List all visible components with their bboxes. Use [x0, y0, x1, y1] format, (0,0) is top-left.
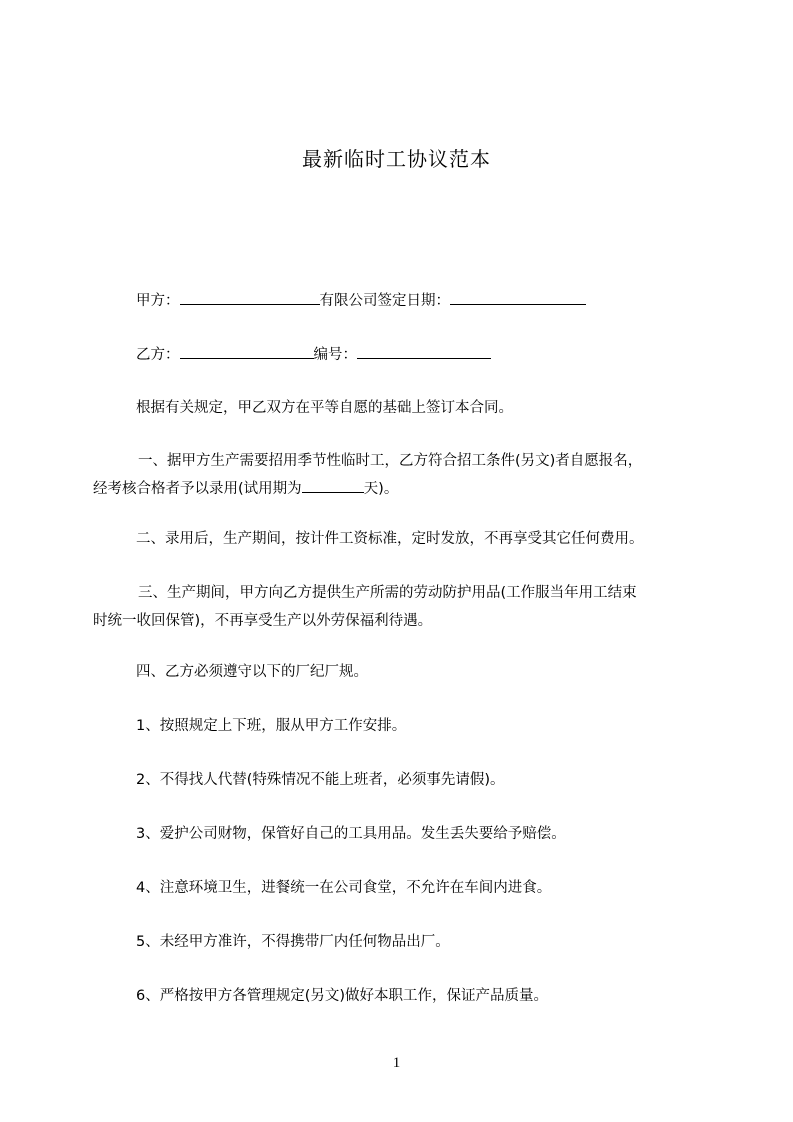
clause-3 — [93, 576, 708, 638]
party-a-label: 甲方： — [136, 293, 180, 309]
party-b-label: 乙方： — [136, 347, 180, 363]
party-a-blank[interactable] — [180, 290, 320, 305]
clause-1-line-2-start: 经考核合格者予以录用(试用期为 — [93, 481, 302, 497]
number-blank[interactable] — [357, 344, 491, 359]
clause-3-line-1: 三、生产期间，甲方向乙方提供生产所需的劳动防护用品(工作服当年用工结束 — [138, 585, 637, 601]
clause-3-line-2: 时统一收回保管)，不再享受生产以外劳保福利待遇。 — [93, 613, 433, 629]
clause-4: 四、乙方必须遵守以下的厂纪厂规。 — [136, 664, 368, 680]
party-b-blank[interactable] — [180, 344, 314, 359]
rule-3: 3、爱护公司财物，保管好自己的工具用品。发生丢失要给予赔偿。 — [136, 826, 566, 842]
clause-2: 二、录用后，生产期间，按计件工资标准，定时发放，不再享受其它任何费用。 — [136, 531, 644, 547]
number-label: 编号： — [313, 347, 357, 363]
rule-2: 2、不得找人代替(特殊情况不能上班者，必须事先请假)。 — [136, 772, 505, 788]
probation-days-blank[interactable] — [302, 478, 364, 493]
rule-1: 1、按照规定上下班，服从甲方工作安排。 — [136, 718, 407, 734]
page-number: 1 — [392, 1055, 401, 1071]
rule-5: 5、未经甲方准许，不得携带厂内任何物品出厂。 — [136, 934, 450, 950]
party-b-line — [136, 344, 491, 365]
intro-paragraph: 根据有关规定，甲乙双方在平等自愿的基础上签订本合同。 — [136, 400, 513, 416]
page-title: 最新临时工协议范本 — [302, 147, 491, 171]
clause-1-line-1: 一、据甲方生产需要招用季节性临时工，乙方符合招工条件(另文)者自愿报名， — [138, 453, 643, 469]
rule-4: 4、注意环境卫生，进餐统一在公司食堂，不允许在车间内进食。 — [136, 880, 552, 896]
rule-6: 6、严格按甲方各管理规定(另文)做好本职工作，保证产品质量。 — [136, 988, 549, 1004]
sign-date-blank[interactable] — [450, 290, 586, 305]
clause-1 — [93, 444, 708, 506]
party-a-line — [136, 290, 586, 311]
party-a-company-suffix: 有限公司签定日期： — [319, 293, 450, 309]
clause-1-line-2-end: 天)。 — [363, 481, 399, 497]
